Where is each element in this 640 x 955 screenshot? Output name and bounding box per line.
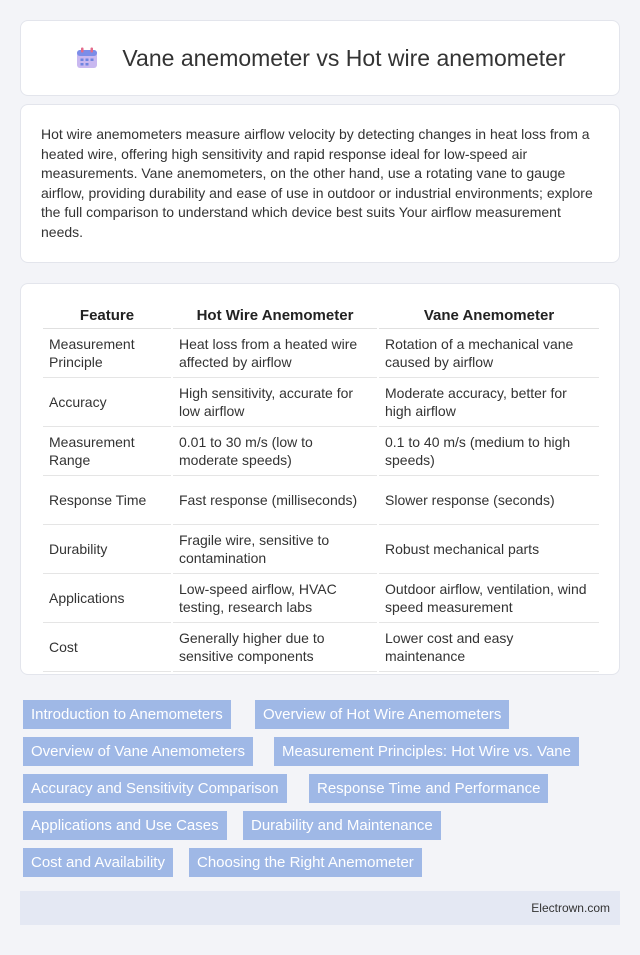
table-cell-vane: Lower cost and easy maintenance (378, 622, 599, 671)
table-cell-hot-wire: Heat loss from a heated wire affected by airflow (172, 328, 378, 377)
intro-card (20, 104, 620, 263)
table-cell-feature: Durability (43, 524, 172, 573)
tag-applications[interactable]: Applications and Use Cases (23, 811, 227, 840)
tag-response-time[interactable]: Response Time and Performance (309, 774, 548, 803)
tag-measurement-principles[interactable]: Measurement Principles: Hot Wire vs. Vane (274, 737, 579, 766)
tag-cost[interactable]: Cost and Availability (23, 848, 173, 877)
table-cell-vane: Rotation of a mechanical vane caused by airflow (378, 328, 599, 377)
header-vane: Vane Anemometer (378, 304, 599, 328)
table-row (43, 524, 599, 573)
comparison-card (20, 283, 620, 675)
table-cell-hot-wire: Low-speed airflow, HVAC testing, research labs (172, 573, 378, 622)
page-title: Vane anemometer vs Hot wire anemometer (122, 44, 566, 71)
footer (20, 891, 620, 925)
table-cell-feature: Cost (43, 622, 172, 671)
table-cell-hot-wire: Generally higher due to sensitive components (172, 622, 378, 671)
table-cell-feature: Applications (43, 573, 172, 622)
table-cell-hot-wire: 0.01 to 30 m/s (low to moderate speeds) (172, 426, 378, 475)
table-row (43, 573, 599, 622)
comparison-table (43, 304, 599, 672)
table-cell-hot-wire: Fragile wire, sensitive to contamination (172, 524, 378, 573)
table-row (43, 622, 599, 671)
table-row (43, 426, 599, 475)
table-cell-vane: Outdoor airflow, ventilation, wind speed measurement (378, 573, 599, 622)
table-cell-feature: Response Time (43, 475, 172, 524)
table-cell-vane: Moderate accuracy, better for high airflow (378, 377, 599, 426)
tag-choosing[interactable]: Choosing the Right Anemometer (189, 848, 422, 877)
table-cell-vane: Slower response (seconds) (378, 475, 599, 524)
table-cell-hot-wire: Fast response (milliseconds) (172, 475, 378, 524)
table-cell-feature: Measurement Range (43, 426, 172, 475)
table-cell-feature: Accuracy (43, 377, 172, 426)
tag-accuracy[interactable]: Accuracy and Sensitivity Comparison (23, 774, 287, 803)
header-hot-wire: Hot Wire Anemometer (172, 304, 378, 328)
footer-brand[interactable]: Electrown.com (531, 901, 610, 915)
header-feature: Feature (43, 304, 172, 328)
calendar-icon (74, 45, 100, 71)
table-header-row (43, 304, 599, 328)
table-row (43, 475, 599, 524)
tag-durability[interactable]: Durability and Maintenance (243, 811, 441, 840)
tag-hot-wire-overview[interactable]: Overview of Hot Wire Anemometers (255, 700, 509, 729)
table-cell-vane: 0.1 to 40 m/s (medium to high speeds) (378, 426, 599, 475)
intro-text: Hot wire anemometers measure airflow velocity by detecting changes in heat loss from a heated wire, offering high sensitivity and rapid response ideal for low-speed air measurements. Vane anemometers, on the other hand, use a rotating vane to gauge airflow, providing durability and ease of use in outdoor or industrial environments; explore the full comparison to understand which device best suits Your airflow measurement needs. (41, 126, 593, 240)
table-row (43, 328, 599, 377)
header-card (20, 20, 620, 96)
tag-vane-overview[interactable]: Overview of Vane Anemometers (23, 737, 253, 766)
table-cell-feature: Measurement Principle (43, 328, 172, 377)
table-cell-vane: Robust mechanical parts (378, 524, 599, 573)
table-cell-hot-wire: High sensitivity, accurate for low airflow (172, 377, 378, 426)
table-row (43, 377, 599, 426)
tag-introduction[interactable]: Introduction to Anemometers (23, 700, 231, 729)
